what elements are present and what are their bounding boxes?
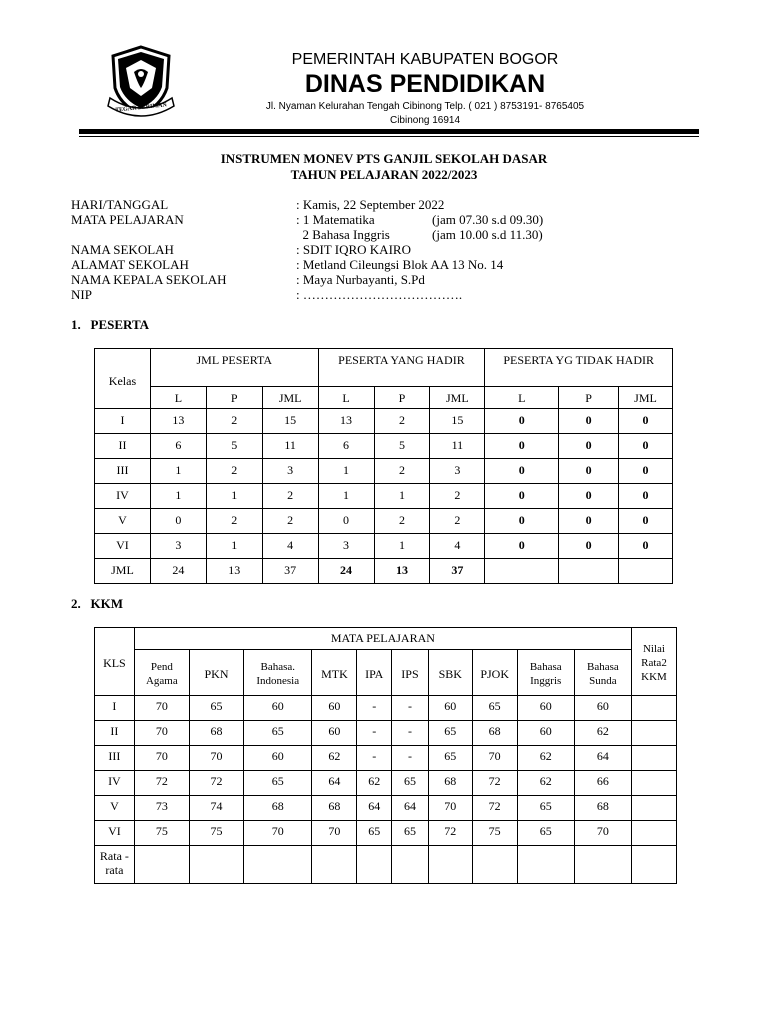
sub-header: JML bbox=[430, 387, 485, 409]
kkm-cell: 65 bbox=[428, 721, 472, 746]
subject-header: IPS bbox=[392, 650, 429, 696]
kkm-cell: 64 bbox=[392, 796, 429, 821]
kkm-cell: 64 bbox=[574, 746, 631, 771]
kkm-cell: 62 bbox=[357, 771, 392, 796]
peserta-cell: 3 bbox=[262, 459, 318, 484]
peserta-cell bbox=[619, 559, 673, 584]
kkm-row bbox=[95, 821, 677, 846]
kkm-cell: - bbox=[392, 746, 429, 771]
peserta-cell: 0 bbox=[485, 459, 559, 484]
section-kkm-heading: 2. KKM bbox=[71, 596, 123, 611]
peserta-cell: 3 bbox=[318, 534, 374, 559]
subject-header: Pend Agama bbox=[134, 650, 189, 696]
peserta-tidak-hadir-header: PESERTA YG TIDAK HADIR bbox=[485, 349, 673, 387]
nip-label: NIP bbox=[71, 287, 92, 302]
kls-header: KLS bbox=[95, 628, 135, 696]
kkm-cell: 62 bbox=[517, 746, 574, 771]
peserta-cell: 2 bbox=[374, 509, 430, 534]
kkm-cell bbox=[631, 796, 676, 821]
subject-header: SBK bbox=[428, 650, 472, 696]
kelas-cell: III bbox=[95, 459, 151, 484]
sub-header: JML bbox=[619, 387, 673, 409]
peserta-cell: 0 bbox=[485, 434, 559, 459]
peserta-cell: 11 bbox=[430, 434, 485, 459]
kkm-cell: 62 bbox=[574, 721, 631, 746]
mapel-2-time: (jam 10.00 s.d 11.30) bbox=[432, 227, 543, 242]
kkm-cell: 65 bbox=[517, 821, 574, 846]
kkm-cell bbox=[357, 846, 392, 884]
jml-peserta-header: JML PESERTA bbox=[150, 349, 318, 387]
peserta-row bbox=[95, 534, 673, 559]
mapel-1: : 1 Matematika bbox=[296, 212, 375, 227]
kls-cell: II bbox=[95, 721, 135, 746]
peserta-cell: 13 bbox=[150, 409, 206, 434]
kkm-cell: - bbox=[392, 696, 429, 721]
kkm-table-body bbox=[95, 696, 677, 884]
peserta-cell: 1 bbox=[374, 534, 430, 559]
kelas-header: Kelas bbox=[95, 349, 151, 409]
kkm-cell: 60 bbox=[244, 746, 312, 771]
peserta-cell: 3 bbox=[150, 534, 206, 559]
kelas-cell: VI bbox=[95, 534, 151, 559]
kkm-cell: 60 bbox=[428, 696, 472, 721]
kkm-cell bbox=[189, 846, 243, 884]
kkm-row bbox=[95, 846, 677, 884]
kkm-cell: 75 bbox=[189, 821, 243, 846]
peserta-cell: 2 bbox=[206, 459, 262, 484]
kkm-cell bbox=[428, 846, 472, 884]
peserta-cell: 0 bbox=[559, 509, 619, 534]
peserta-cell: 0 bbox=[619, 434, 673, 459]
kkm-cell: 65 bbox=[244, 771, 312, 796]
kepala-value: : Maya Nurbayanti, S.Pd bbox=[296, 272, 425, 287]
sub-header: L bbox=[150, 387, 206, 409]
peserta-cell: 2 bbox=[430, 509, 485, 534]
peserta-cell: 11 bbox=[262, 434, 318, 459]
kkm-cell: 65 bbox=[189, 696, 243, 721]
kkm-cell bbox=[631, 846, 676, 884]
kepala-label: NAMA KEPALA SEKOLAH bbox=[71, 272, 227, 287]
peserta-cell: 37 bbox=[262, 559, 318, 584]
kls-cell: III bbox=[95, 746, 135, 771]
kkm-cell: 60 bbox=[312, 696, 357, 721]
peserta-cell: 0 bbox=[559, 459, 619, 484]
mapel-2: 2 Bahasa Inggris bbox=[296, 227, 390, 242]
kkm-cell: 64 bbox=[357, 796, 392, 821]
peserta-cell: 3 bbox=[430, 459, 485, 484]
peserta-cell: 1 bbox=[374, 484, 430, 509]
kkm-cell: 70 bbox=[428, 796, 472, 821]
peserta-cell bbox=[485, 559, 559, 584]
kkm-cell: 72 bbox=[189, 771, 243, 796]
kelas-cell: JML bbox=[95, 559, 151, 584]
kkm-cell: - bbox=[392, 721, 429, 746]
mata-pelajaran-header: MATA PELAJARAN bbox=[134, 628, 631, 650]
header-city: Cibinong 16914 bbox=[389, 115, 461, 126]
peserta-cell: 2 bbox=[430, 484, 485, 509]
kkm-cell: 60 bbox=[244, 696, 312, 721]
sub-header: L bbox=[485, 387, 559, 409]
peserta-row bbox=[95, 484, 673, 509]
peserta-cell bbox=[559, 559, 619, 584]
kkm-cell: 70 bbox=[574, 821, 631, 846]
peserta-cell: 0 bbox=[150, 509, 206, 534]
kkm-cell: 70 bbox=[134, 721, 189, 746]
kkm-cell: 65 bbox=[357, 821, 392, 846]
kkm-cell: - bbox=[357, 721, 392, 746]
kkm-cell: 62 bbox=[517, 771, 574, 796]
sub-header: P bbox=[206, 387, 262, 409]
peserta-cell: 15 bbox=[430, 409, 485, 434]
kkm-cell: 66 bbox=[574, 771, 631, 796]
peserta-cell: 0 bbox=[619, 409, 673, 434]
peserta-row bbox=[95, 434, 673, 459]
peserta-cell: 5 bbox=[206, 434, 262, 459]
kkm-cell: 70 bbox=[189, 746, 243, 771]
kkm-cell: 70 bbox=[244, 821, 312, 846]
sekolah-value: : SDIT IQRO KAIRO bbox=[296, 242, 411, 257]
kkm-cell: 62 bbox=[312, 746, 357, 771]
kkm-cell: 75 bbox=[472, 821, 517, 846]
peserta-cell: 0 bbox=[485, 509, 559, 534]
kkm-cell: 65 bbox=[392, 821, 429, 846]
logo bbox=[106, 44, 176, 120]
alamat-value: : Metland Cileungsi Blok AA 13 No. 14 bbox=[296, 257, 504, 272]
kkm-cell: - bbox=[357, 746, 392, 771]
kkm-cell bbox=[517, 846, 574, 884]
peserta-cell: 0 bbox=[485, 484, 559, 509]
subject-header: Bahasa Inggris bbox=[517, 650, 574, 696]
header-agency: DINAS PENDIDIKAN bbox=[304, 70, 546, 98]
kkm-cell: 70 bbox=[134, 696, 189, 721]
doc-subtitle: TAHUN PELAJARAN 2022/2023 bbox=[290, 167, 478, 182]
peserta-cell: 1 bbox=[318, 459, 374, 484]
peserta-cell: 0 bbox=[485, 409, 559, 434]
header-rule-thin bbox=[79, 136, 699, 137]
peserta-cell: 0 bbox=[619, 534, 673, 559]
peserta-row bbox=[95, 509, 673, 534]
peserta-cell: 1 bbox=[150, 459, 206, 484]
subject-header: MTK bbox=[312, 650, 357, 696]
kkm-cell bbox=[631, 771, 676, 796]
kkm-table bbox=[94, 627, 677, 884]
kkm-cell: 68 bbox=[312, 796, 357, 821]
nilai-rata-header: Nilai Rata2 KKM bbox=[631, 628, 676, 696]
alamat-label: ALAMAT SEKOLAH bbox=[71, 257, 189, 272]
nip-value: : ………………………………. bbox=[296, 287, 463, 302]
kelas-cell: V bbox=[95, 509, 151, 534]
peserta-cell: 0 bbox=[559, 434, 619, 459]
kkm-cell: 65 bbox=[472, 696, 517, 721]
kkm-cell bbox=[312, 846, 357, 884]
peserta-cell: 5 bbox=[374, 434, 430, 459]
kkm-cell bbox=[134, 846, 189, 884]
kkm-cell bbox=[631, 746, 676, 771]
subject-header: IPA bbox=[357, 650, 392, 696]
subject-header: PJOK bbox=[472, 650, 517, 696]
peserta-cell: 2 bbox=[206, 509, 262, 534]
mapel-label: MATA PELAJARAN bbox=[71, 212, 184, 227]
peserta-cell: 2 bbox=[374, 459, 430, 484]
kls-cell: I bbox=[95, 696, 135, 721]
kkm-cell: 70 bbox=[312, 821, 357, 846]
kkm-cell: 64 bbox=[312, 771, 357, 796]
peserta-cell: 0 bbox=[559, 534, 619, 559]
peserta-row bbox=[95, 409, 673, 434]
kelas-cell: IV bbox=[95, 484, 151, 509]
peserta-cell: 2 bbox=[374, 409, 430, 434]
kkm-cell bbox=[574, 846, 631, 884]
kkm-row bbox=[95, 746, 677, 771]
peserta-cell: 13 bbox=[374, 559, 430, 584]
peserta-cell: 0 bbox=[619, 459, 673, 484]
peserta-cell: 37 bbox=[430, 559, 485, 584]
peserta-cell: 1 bbox=[150, 484, 206, 509]
peserta-cell: 13 bbox=[206, 559, 262, 584]
subject-header: Bahasa Sunda bbox=[574, 650, 631, 696]
kkm-cell: 60 bbox=[574, 696, 631, 721]
hari-label: HARI/TANGGAL bbox=[71, 197, 169, 212]
peserta-table-body bbox=[95, 409, 673, 584]
peserta-cell: 24 bbox=[150, 559, 206, 584]
kkm-cell bbox=[631, 821, 676, 846]
peserta-cell: 13 bbox=[318, 409, 374, 434]
kkm-cell: 60 bbox=[517, 696, 574, 721]
kkm-cell: - bbox=[357, 696, 392, 721]
kkm-row bbox=[95, 771, 677, 796]
kkm-cell bbox=[244, 846, 312, 884]
kelas-cell: I bbox=[95, 409, 151, 434]
kkm-cell: 75 bbox=[134, 821, 189, 846]
doc-title: INSTRUMEN MONEV PTS GANJIL SEKOLAH DASAR bbox=[220, 151, 548, 166]
kkm-cell: 68 bbox=[428, 771, 472, 796]
kls-cell: VI bbox=[95, 821, 135, 846]
sub-header: P bbox=[559, 387, 619, 409]
kkm-row bbox=[95, 721, 677, 746]
peserta-hadir-header: PESERTA YANG HADIR bbox=[318, 349, 485, 387]
kkm-cell: 65 bbox=[428, 746, 472, 771]
peserta-cell: 2 bbox=[262, 509, 318, 534]
peserta-cell: 2 bbox=[262, 484, 318, 509]
kkm-cell: 68 bbox=[189, 721, 243, 746]
kkm-cell: 60 bbox=[517, 721, 574, 746]
sub-header: P bbox=[374, 387, 430, 409]
subject-header: Bahasa. Indonesia bbox=[244, 650, 312, 696]
section-peserta-heading: 1. PESERTA bbox=[71, 317, 150, 332]
kkm-cell: 73 bbox=[134, 796, 189, 821]
sub-header: JML bbox=[262, 387, 318, 409]
kkm-cell: 65 bbox=[392, 771, 429, 796]
sub-header: L bbox=[318, 387, 374, 409]
kkm-cell: 72 bbox=[428, 821, 472, 846]
peserta-cell: 1 bbox=[206, 484, 262, 509]
kls-cell: IV bbox=[95, 771, 135, 796]
peserta-cell: 15 bbox=[262, 409, 318, 434]
kls-cell: V bbox=[95, 796, 135, 821]
peserta-cell: 1 bbox=[206, 534, 262, 559]
header-address: Jl. Nyaman Kelurahan Tengah Cibinong Telp. ( 021 ) 8753191- 8765405 bbox=[265, 101, 585, 112]
hari-value: : Kamis, 22 September 2022 bbox=[296, 197, 445, 212]
kkm-cell: 68 bbox=[244, 796, 312, 821]
kkm-cell: 72 bbox=[472, 796, 517, 821]
peserta-cell: 2 bbox=[206, 409, 262, 434]
peserta-table bbox=[94, 348, 673, 584]
mapel-1-time: (jam 07.30 s.d 09.30) bbox=[432, 212, 544, 227]
peserta-cell: 0 bbox=[318, 509, 374, 534]
kkm-cell: 68 bbox=[574, 796, 631, 821]
peserta-cell: 0 bbox=[559, 409, 619, 434]
peserta-cell: 6 bbox=[150, 434, 206, 459]
kelas-cell: II bbox=[95, 434, 151, 459]
peserta-cell: 1 bbox=[318, 484, 374, 509]
peserta-cell: 4 bbox=[262, 534, 318, 559]
peserta-cell: 24 bbox=[318, 559, 374, 584]
peserta-cell: 6 bbox=[318, 434, 374, 459]
peserta-cell: 0 bbox=[559, 484, 619, 509]
kkm-cell: 70 bbox=[134, 746, 189, 771]
header-government: PEMERINTAH KABUPATEN BOGOR bbox=[291, 51, 559, 68]
peserta-row bbox=[95, 459, 673, 484]
logo-motto: TEGAR BERIMAN bbox=[114, 102, 168, 114]
peserta-cell: 0 bbox=[619, 484, 673, 509]
subject-header: PKN bbox=[189, 650, 243, 696]
kkm-cell: 72 bbox=[472, 771, 517, 796]
kkm-cell: 70 bbox=[472, 746, 517, 771]
kkm-cell bbox=[631, 696, 676, 721]
sekolah-label: NAMA SEKOLAH bbox=[71, 242, 174, 257]
kkm-row bbox=[95, 796, 677, 821]
kkm-row bbox=[95, 696, 677, 721]
kkm-cell: 65 bbox=[244, 721, 312, 746]
peserta-cell: 4 bbox=[430, 534, 485, 559]
peserta-row bbox=[95, 559, 673, 584]
kkm-cell: 60 bbox=[312, 721, 357, 746]
peserta-cell: 0 bbox=[485, 534, 559, 559]
kkm-cell: 74 bbox=[189, 796, 243, 821]
kkm-cell bbox=[472, 846, 517, 884]
header-rule-thick bbox=[79, 129, 699, 134]
kkm-cell bbox=[392, 846, 429, 884]
kls-cell: Rata -rata bbox=[95, 846, 135, 884]
kkm-cell: 72 bbox=[134, 771, 189, 796]
peserta-cell: 0 bbox=[619, 509, 673, 534]
kkm-cell: 68 bbox=[472, 721, 517, 746]
kkm-cell: 65 bbox=[517, 796, 574, 821]
kkm-cell bbox=[631, 721, 676, 746]
